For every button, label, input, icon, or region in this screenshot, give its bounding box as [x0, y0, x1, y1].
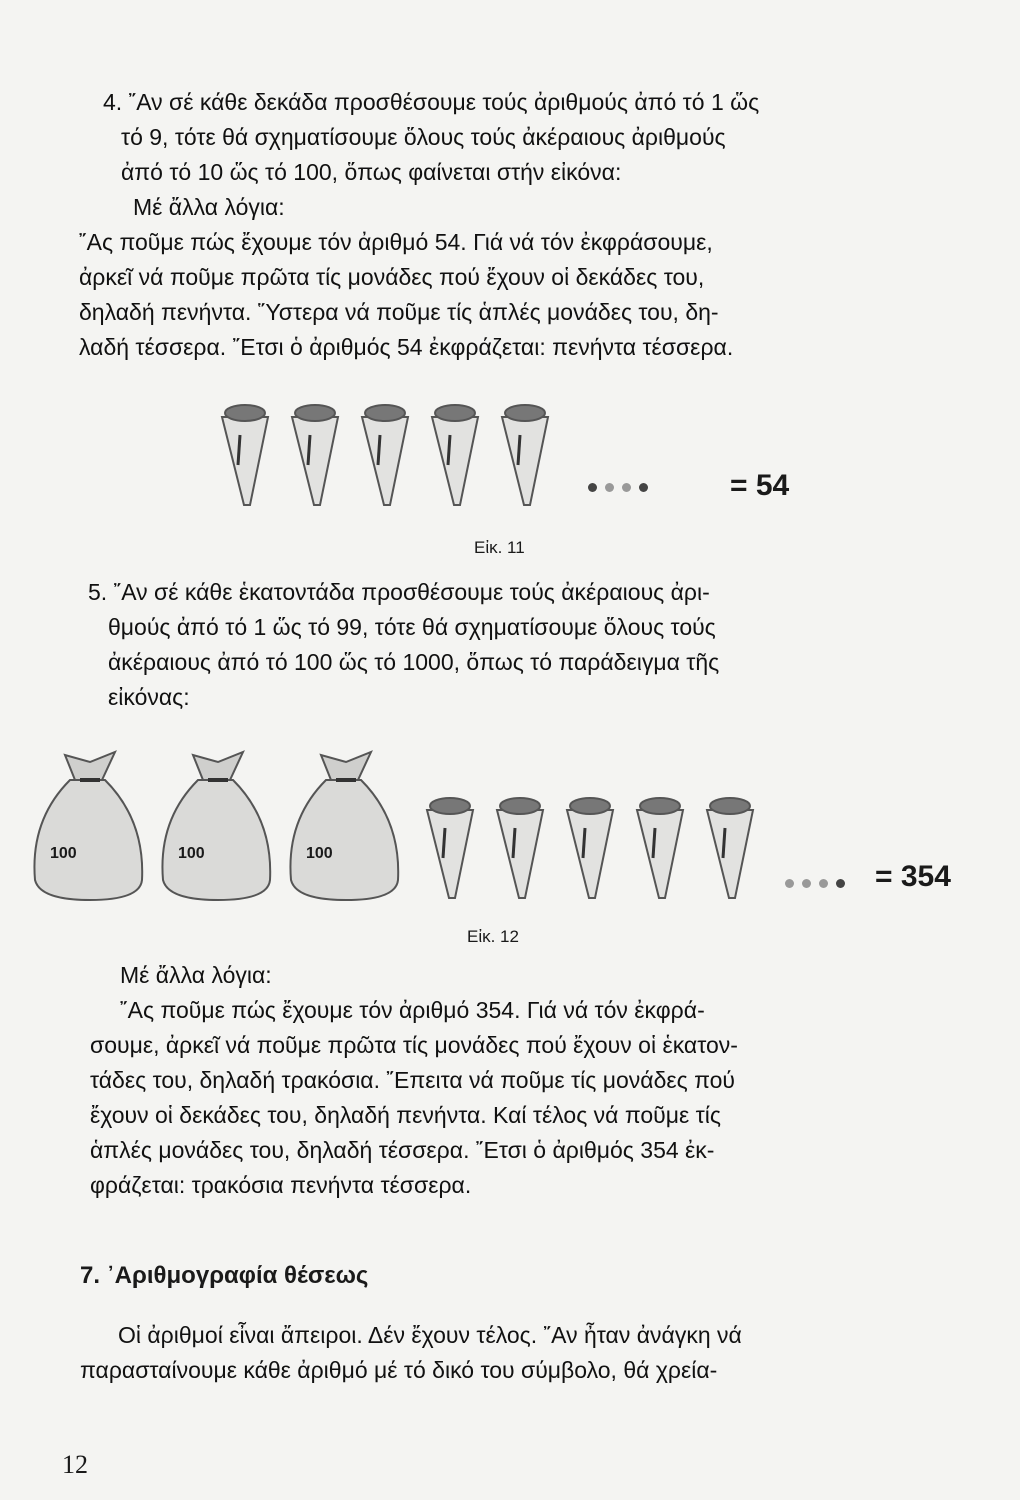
unit-dots [785, 875, 853, 893]
figure-12-result: = 354 [875, 860, 951, 893]
text-line: ῎Ας ποῦμε πώς ἔχουμε τόν ἀριθμό 54. Γιά νά τόν ἐκφράσουμε, [79, 229, 713, 255]
bag-label: 100 [178, 845, 205, 862]
text-line: φράζεται: τρακόσια πενήντα τέσσερα. [90, 1172, 472, 1198]
text-line: δηλαδή πενήντα. ῞Υστερα νά ποῦμε τίς ἁπλές μονάδες του, δη- [79, 299, 719, 325]
text-line: παρασταίνουμε κάθε ἀριθμό μέ τό δικό του σύμβολο, θά χρεία- [80, 1357, 718, 1383]
text-line: Μέ ἄλλα λόγια: [133, 194, 285, 220]
cone-bundles-icon [415, 788, 775, 908]
text-line: ἀπό τό 10 ὥς τό 100, ὅπως φαίνεται στήν εἰκόνα: [121, 159, 622, 185]
text-line: τό 9, τότε θά σχηματίσουμε ὅλους τούς ἀκέραιους ἀριθμούς [121, 124, 726, 150]
figure-11-result: = 54 [730, 469, 790, 502]
text-line: 4. ῎Αν σέ κάθε δεκάδα προσθέσουμε τούς ἀριθμούς ἀπό τό 1 ὥς [103, 89, 760, 115]
text-line: σουμε, ἀρκεῖ νά ποῦμε πρῶτα τίς μονάδες πού ἔχουν οἱ ἑκατον- [90, 1032, 738, 1058]
text-line: εἰκόνας: [108, 684, 190, 710]
text-line: λαδή τέσσερα. ῎Ετσι ὁ ἀριθμός 54 ἐκφράζεται: πενήντα τέσσερα. [79, 334, 734, 360]
text-line: ῎Ας ποῦμε πώς ἔχουμε τόν ἀριθμό 354. Γιά νά τόν ἐκφρά- [120, 997, 705, 1023]
money-bags-icon [20, 740, 410, 910]
text-line: Οἱ ἀριθμοί εἶναι ἄπειροι. Δέν ἔχουν τέλος. ῎Αν ἦταν ἀνάγκη νά [118, 1322, 742, 1348]
section-7-heading: 7. ᾿Αριθμογραφία θέσεως [80, 1262, 369, 1289]
section-5-paragraph [88, 575, 719, 715]
section-7-paragraph [80, 1318, 742, 1388]
bag-label: 100 [306, 845, 333, 862]
text-line: ἀκέραιους ἀπό τό 100 ὥς τό 1000, ὅπως τό παράδειγμα τῆς [108, 649, 720, 675]
cone-bundles-icon [210, 395, 570, 515]
text-line: θμούς ἀπό τό 1 ὥς τό 99, τότε θά σχηματίσουμε ὅλους τούς [108, 614, 716, 640]
text-line: ἀρκεῖ νά ποῦμε πρῶτα τίς μονάδες πού ἔχουν οἱ δεκάδες του, [79, 264, 705, 290]
section-4-paragraph [79, 85, 760, 365]
bag-label: 100 [50, 845, 77, 862]
text-line: Μέ ἄλλα λόγια: [120, 962, 272, 988]
figure-11 [210, 395, 830, 520]
text-line: ἔχουν οἱ δεκάδες του, δηλαδή πενήντα. Καί τέλος νά ποῦμε τίς [90, 1102, 721, 1128]
figure-11-caption: Εἰκ. 11 [474, 538, 525, 557]
text-line: 5. ῎Αν σέ κάθε ἑκατοντάδα προσθέσουμε τούς ἀκέραιους ἀρι- [88, 579, 710, 605]
section-5-continued-paragraph [88, 958, 738, 1203]
text-line: τάδες του, δηλαδή τρακόσια. ῎Επειτα νά ποῦμε τίς μονάδες πού [90, 1067, 736, 1093]
text-line: ἁπλές μονάδες του, δηλαδή τέσσερα. ῎Ετσι ὁ ἀριθμός 354 ἐκ- [90, 1137, 715, 1163]
unit-dots [588, 479, 656, 497]
figure-12 [20, 740, 980, 910]
page-number: 12 [62, 1450, 88, 1479]
figure-12-caption: Εἰκ. 12 [467, 927, 519, 946]
